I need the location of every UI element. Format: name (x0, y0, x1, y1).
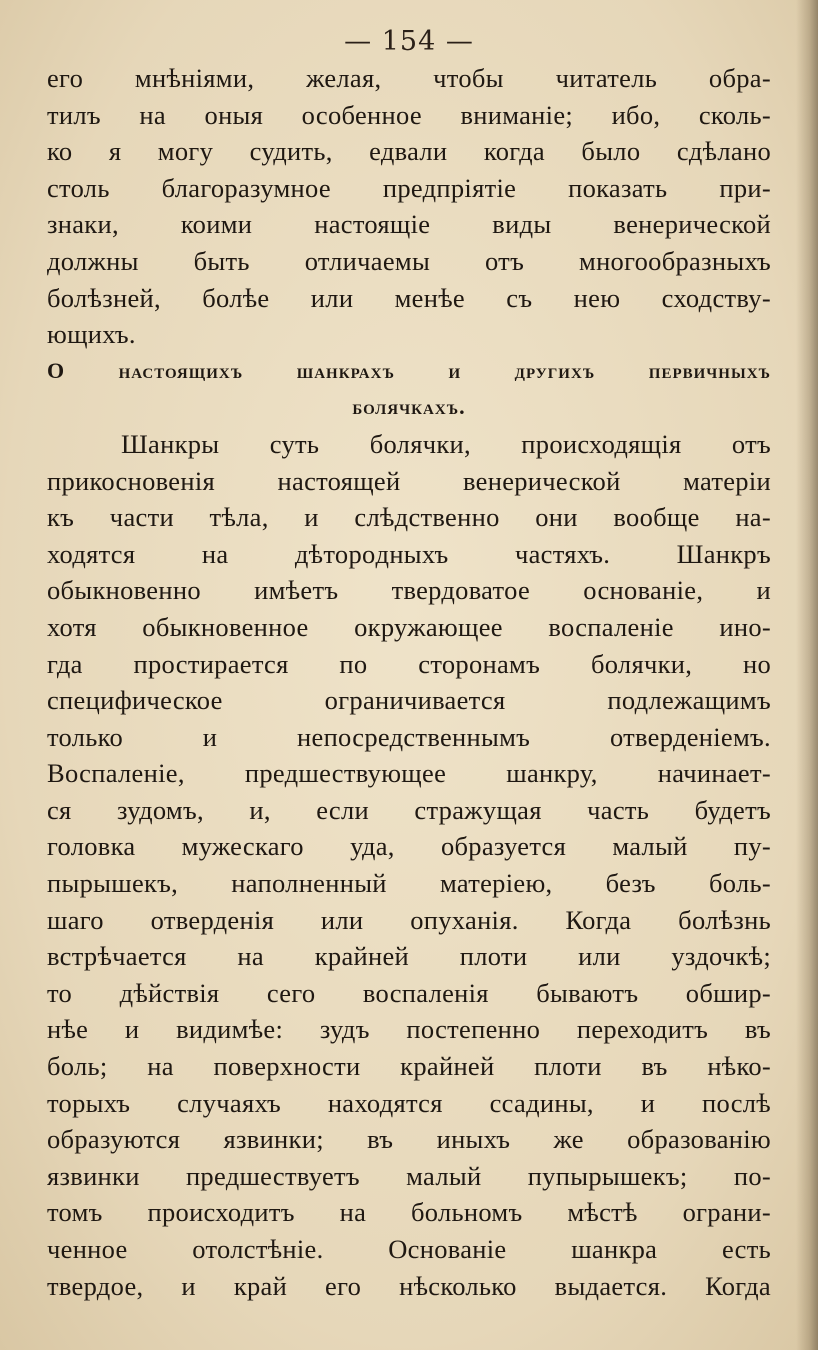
text-line: ко я могу судить, едвали когда было сдѣлано (47, 136, 771, 167)
paragraph-line: къ части тѣла, и слѣдственно они вообще на- (47, 502, 771, 533)
text-line: должны быть отличаемы отъ многообразныхъ (47, 245, 771, 276)
paragraph-line: специфическое ограничивается подлежащимъ (47, 685, 771, 716)
paragraph-line: головка мужескаго уда, образуется малый пу- (47, 831, 771, 862)
paragraph-line: то дѣйствія сего воспаленія бываютъ обшир- (47, 977, 771, 1008)
paragraph-line: пырышекъ, наполненный матеріею, безъ боль- (47, 868, 771, 899)
text-line: тилъ на оныя особенное вниманіе; ибо, сколь- (47, 99, 771, 130)
section-heading-line-1: О настоящихъ шанкрахъ и другихъ первичныхъ (47, 357, 771, 383)
paragraph-line: обыкновенно имѣетъ твердоватое основаніе, и (47, 575, 771, 606)
paragraph-line: образуются язвинки; въ иныхъ же образованію (47, 1124, 771, 1155)
paragraph-line: ся зудомъ, и, если стражущая часть будетъ (47, 794, 771, 825)
paragraph-line: только и непосредственнымъ отверденіемъ. (47, 721, 771, 752)
paragraph-line: ченное отолстѣніе. Основаніе шанкра есть (47, 1234, 771, 1264)
page-text (47, 60, 771, 1304)
section-heading-line-2: болячкахъ. (352, 394, 466, 420)
paragraph-line: хотя обыкновенное окружающее воспаленіе ино- (47, 611, 771, 642)
text-line: его мнѣніями, желая, чтобы читатель обра- (47, 63, 771, 93)
page-number: — 154 — (344, 26, 474, 57)
paragraph-line: нѣе и видимѣе: зудъ постепенно переходитъ въ (47, 1014, 771, 1045)
text-line: ющихъ. (47, 319, 136, 350)
page-gutter-shadow (796, 0, 818, 1350)
paragraph-line: боль; на поверхности крайней плоти въ нѣко- (47, 1051, 771, 1082)
paragraph-line: томъ происходитъ на больномъ мѣстѣ ограни- (47, 1197, 771, 1228)
paragraph-line: Воспаленіе, предшествующее шанкру, начинает- (47, 758, 771, 789)
text-line: болѣзней, болѣе или менѣе съ нею сходству- (47, 282, 771, 313)
paragraph-line: шаго отверденія или опуханія. Когда болѣзнь (47, 904, 771, 935)
text-line: столь благоразумное предпріятіе показать при- (47, 172, 771, 203)
paragraph-line: ходятся на дѣторoдныхъ частяхъ. Шанкръ (47, 538, 771, 569)
paragraph-line: встрѣчается на крайней плоти или уздочкѣ; (47, 941, 771, 972)
paragraph-line: торыхъ случаяхъ находятся ссадины, и послѣ (47, 1087, 771, 1118)
paragraph-line: твердое, и край его нѣсколько выдается. Когда (47, 1270, 771, 1301)
paragraph-line: гда простирается по сторонамъ болячки, но (47, 648, 771, 679)
paragraph-line: Шанкры суть болячки, происходящія отъ (121, 428, 771, 459)
paragraph-line: прикосновенія настоящей венерической матеріи (47, 465, 771, 496)
paragraph-line: язвинки предшествуетъ малый пупырышекъ; по- (47, 1160, 771, 1191)
text-line: знаки, коими настоящіе виды венерической (47, 209, 771, 240)
